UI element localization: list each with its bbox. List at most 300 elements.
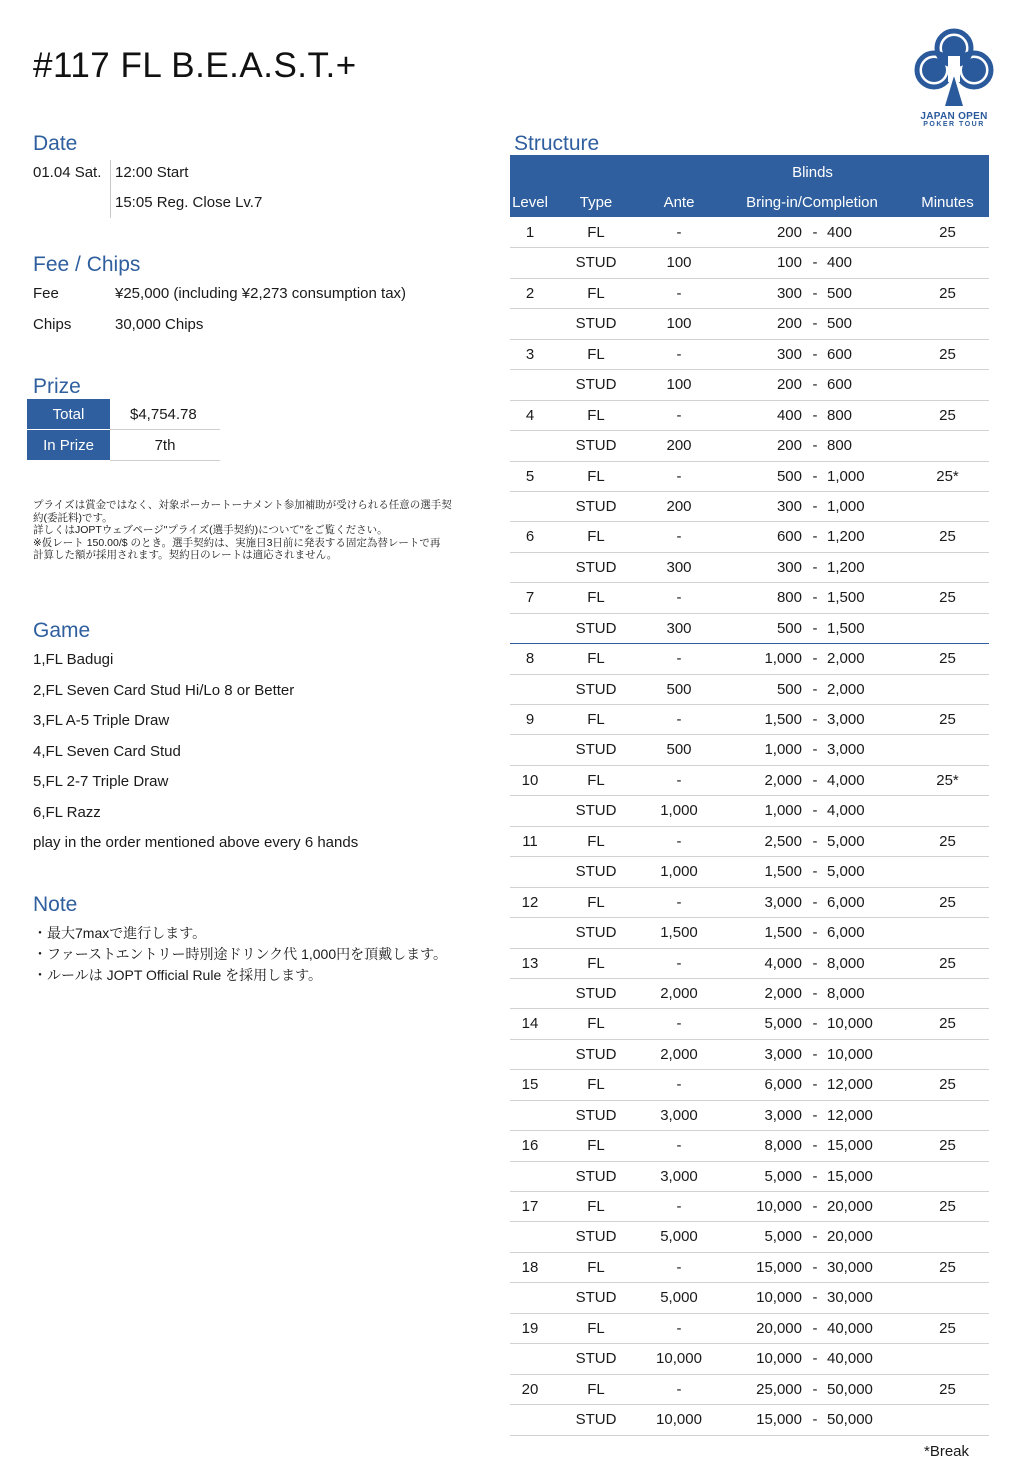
cell-type: FL: [587, 1319, 605, 1337]
cell-type: FL: [587, 345, 605, 363]
chips-label: Chips: [33, 316, 72, 333]
cell-type: FL: [587, 771, 605, 789]
table-row: [510, 1131, 989, 1161]
cell-completion: 1,000: [827, 467, 865, 485]
fee-value: ¥25,000 (including ¥2,273 consumption tax): [115, 285, 407, 302]
cell-separator: -: [812, 1380, 818, 1398]
cell-completion: 3,000: [827, 711, 865, 728]
cell-completion: 800: [827, 406, 853, 424]
cell-separator: -: [812, 315, 818, 333]
cell-ante: -: [676, 1319, 682, 1337]
disclaimer-line: プライズは賞金ではなく、対象ポーカートーナメント参加補助が受けられる任意の選手契: [33, 499, 452, 511]
game-item: 4,FL Seven Card Stud: [33, 743, 181, 760]
cell-type: STUD: [575, 1350, 617, 1368]
cell-type: STUD: [575, 619, 617, 637]
table-row: [510, 735, 989, 765]
disclaimer-line: 計算した額が採用されます。契約日のレートは適応されません。: [33, 549, 338, 561]
cell-separator: -: [812, 558, 818, 576]
cell-completion: 40,000: [827, 1319, 873, 1337]
table-row: [510, 979, 989, 1009]
cell-bring-in: 500: [776, 619, 802, 637]
cell-completion: 15,000: [827, 1137, 873, 1155]
cell-completion: 500: [827, 315, 853, 333]
table-row: [510, 370, 989, 400]
col-level: Level: [512, 194, 548, 211]
cell-completion: 600: [827, 345, 853, 363]
cell-bring-in: 5,000: [764, 1167, 802, 1185]
cell-type: STUD: [575, 741, 617, 759]
note-item: ・ルールは JOPT Official Rule を採用します。: [33, 967, 323, 983]
cell-bring-in: 5,000: [764, 1228, 802, 1246]
cell-ante: 200: [666, 497, 692, 515]
cell-level: 10: [521, 771, 539, 789]
cell-separator: -: [812, 1045, 818, 1063]
cell-ante: -: [676, 1258, 682, 1276]
cell-separator: -: [812, 345, 818, 363]
prize-total-value: $4,754.78: [110, 399, 220, 430]
date-divider: [110, 160, 111, 218]
table-row: [510, 492, 989, 522]
logo-text-poker-tour: POKER TOUR: [923, 121, 985, 128]
cell-separator: -: [812, 771, 818, 789]
table-row: [510, 644, 989, 674]
table-row: [510, 796, 989, 826]
cell-type: STUD: [575, 437, 617, 455]
game-item: 5,FL 2-7 Triple Draw: [33, 773, 169, 790]
table-row: [510, 218, 989, 248]
cell-level: 7: [525, 589, 535, 607]
table-row: [510, 1040, 989, 1070]
cell-type: STUD: [575, 802, 617, 820]
table-row: [510, 583, 989, 613]
note-item: ・ファーストエントリー時別途ドリンク代 1,000円を頂戴します。: [33, 946, 447, 962]
cell-ante: 10,000: [656, 1350, 702, 1368]
cell-level: 18: [521, 1258, 539, 1276]
cell-ante: 100: [666, 315, 692, 333]
cell-bring-in: 200: [776, 376, 802, 394]
table-row: [510, 1375, 989, 1405]
cell-separator: -: [812, 1350, 818, 1368]
cell-ante: 3,000: [660, 1106, 698, 1124]
cell-bring-in: 10,000: [756, 1350, 802, 1368]
cell-type: STUD: [575, 254, 617, 272]
cell-ante: -: [676, 832, 682, 850]
cell-separator: -: [812, 863, 818, 881]
cell-minutes: 25: [939, 1258, 956, 1276]
cell-bring-in: 25,000: [756, 1380, 802, 1398]
prize-inprize-label: In Prize: [27, 430, 110, 460]
cell-completion: 10,000: [827, 1045, 873, 1063]
cell-minutes: 25: [939, 711, 956, 728]
cell-bring-in: 1,000: [764, 802, 802, 820]
cell-level: 15: [521, 1076, 539, 1094]
cell-type: STUD: [575, 315, 617, 333]
disclaimer-line: 約(委託料)です。: [33, 511, 113, 524]
cell-bring-in: 1,500: [764, 924, 802, 942]
cell-separator: -: [812, 741, 818, 759]
table-row: [510, 1253, 989, 1283]
cell-type: FL: [587, 284, 605, 302]
cell-completion: 15,000: [827, 1167, 873, 1185]
cell-level: 20: [521, 1380, 539, 1398]
cell-completion: 1,200: [827, 528, 865, 546]
table-row: [510, 1344, 989, 1374]
cell-separator: -: [812, 619, 818, 637]
table-row: [510, 309, 989, 339]
cell-type: FL: [587, 528, 605, 546]
cell-type: STUD: [575, 680, 617, 698]
cell-separator: -: [812, 650, 818, 668]
cell-ante: 100: [666, 254, 692, 272]
cell-completion: 8,000: [827, 984, 865, 1002]
game-item: 3,FL A-5 Triple Draw: [33, 712, 170, 729]
cell-completion: 30,000: [827, 1258, 873, 1276]
cell-ante: 1,500: [660, 924, 698, 942]
cell-bring-in: 5,000: [764, 1015, 802, 1033]
cell-ante: -: [676, 954, 682, 972]
cell-separator: -: [812, 1228, 818, 1246]
cell-bring-in: 200: [776, 437, 802, 455]
cell-separator: -: [812, 437, 818, 455]
cell-type: STUD: [575, 1106, 617, 1124]
cell-level: 1: [525, 224, 535, 241]
cell-minutes: 25: [939, 1198, 956, 1215]
cell-minutes: 25: [939, 589, 956, 607]
cell-minutes: 25: [939, 1380, 956, 1398]
cell-bring-in: 600: [776, 528, 802, 546]
cell-bring-in: 2,500: [764, 832, 802, 850]
cell-type: FL: [587, 893, 605, 911]
table-row: [510, 1009, 989, 1039]
cell-bring-in: 8,000: [764, 1137, 802, 1155]
table-row: [510, 340, 989, 370]
cell-completion: 500: [827, 284, 853, 302]
cell-separator: -: [812, 1258, 818, 1276]
chips-value: 30,000 Chips: [115, 316, 204, 333]
cell-type: FL: [587, 954, 605, 972]
cell-completion: 6,000: [827, 893, 865, 911]
game-order-note: play in the order mentioned above every 6 hands: [33, 834, 359, 851]
cell-level: 12: [521, 893, 539, 911]
cell-level: 8: [525, 650, 535, 668]
cell-type: FL: [587, 1137, 605, 1155]
cell-minutes: 25: [939, 406, 956, 424]
table-row: [510, 1192, 989, 1222]
cell-ante: 300: [666, 558, 692, 576]
cell-bring-in: 4,000: [764, 954, 802, 972]
cell-ante: 10,000: [656, 1411, 702, 1429]
cell-completion: 400: [827, 254, 853, 272]
cell-bring-in: 6,000: [764, 1076, 802, 1094]
cell-separator: -: [812, 1167, 818, 1185]
cell-separator: -: [812, 924, 818, 942]
cell-completion: 20,000: [827, 1228, 873, 1246]
cell-minutes: 25: [939, 345, 956, 363]
cell-separator: -: [812, 589, 818, 607]
table-row: [510, 766, 989, 796]
cell-ante: -: [676, 589, 682, 607]
cell-type: FL: [587, 1380, 605, 1398]
cell-ante: -: [676, 1137, 682, 1155]
cell-completion: 30,000: [827, 1289, 873, 1307]
cell-bring-in: 3,000: [764, 893, 802, 911]
cell-bring-in: 500: [776, 467, 802, 485]
cell-level: 3: [525, 345, 535, 363]
cell-ante: 2,000: [660, 984, 698, 1002]
cell-separator: -: [812, 1198, 818, 1215]
cell-minutes: 25: [939, 832, 956, 850]
cell-bring-in: 300: [776, 284, 802, 302]
break-note: *Break: [924, 1443, 970, 1460]
cell-bring-in: 3,000: [764, 1106, 802, 1124]
cell-separator: -: [812, 802, 818, 820]
table-row: [510, 279, 989, 309]
cell-ante: 5,000: [660, 1228, 698, 1246]
table-row: [510, 248, 989, 278]
game-item: 6,FL Razz: [33, 804, 101, 821]
cell-type: STUD: [575, 1228, 617, 1246]
cell-bring-in: 1,500: [764, 711, 802, 728]
cell-bring-in: 200: [776, 315, 802, 333]
cell-level: 13: [521, 954, 539, 972]
cell-type: FL: [587, 1015, 605, 1033]
table-row: [510, 1405, 989, 1435]
cell-separator: -: [812, 406, 818, 424]
cell-separator: -: [812, 528, 818, 546]
cell-type: FL: [587, 832, 605, 850]
cell-ante: 300: [666, 619, 692, 637]
cell-separator: -: [812, 376, 818, 394]
cell-completion: 4,000: [827, 802, 865, 820]
cell-type: STUD: [575, 1167, 617, 1185]
cell-completion: 5,000: [827, 832, 865, 850]
cell-ante: -: [676, 711, 682, 728]
prize-disclaimer: [33, 499, 483, 562]
table-row: [510, 705, 989, 735]
table-row: [510, 857, 989, 887]
cell-completion: 2,000: [827, 650, 865, 668]
cell-separator: -: [812, 954, 818, 972]
cell-type: STUD: [575, 1045, 617, 1063]
cell-completion: 5,000: [827, 863, 865, 881]
cell-ante: -: [676, 1380, 682, 1398]
cell-ante: 2,000: [660, 1045, 698, 1063]
cell-completion: 12,000: [827, 1106, 873, 1124]
cell-minutes: 25: [939, 1319, 956, 1337]
reg-close-time: 15:05 Reg. Close Lv.7: [115, 194, 263, 211]
cell-ante: 100: [666, 376, 692, 394]
game-item: 1,FL Badugi: [33, 651, 114, 668]
cell-minutes: 25: [939, 224, 956, 241]
table-row: [510, 1162, 989, 1192]
cell-type: STUD: [575, 1411, 617, 1429]
cell-separator: -: [812, 1106, 818, 1124]
cell-bring-in: 10,000: [756, 1289, 802, 1307]
cell-separator: -: [812, 1076, 818, 1094]
cell-separator: -: [812, 1289, 818, 1307]
cell-minutes: 25: [939, 1137, 956, 1155]
cell-bring-in: 10,000: [756, 1198, 802, 1215]
cell-separator: -: [812, 984, 818, 1002]
cell-separator: -: [812, 711, 818, 728]
page-title: #117 FL B.E.A.S.T.+: [33, 46, 357, 85]
cell-bring-in: 300: [776, 558, 802, 576]
cell-bring-in: 300: [776, 497, 802, 515]
cell-bring-in: 800: [776, 589, 802, 607]
cell-type: STUD: [575, 863, 617, 881]
cell-minutes: 25: [939, 1015, 956, 1033]
cell-level: 16: [521, 1137, 539, 1155]
cell-completion: 50,000: [827, 1380, 873, 1398]
cell-separator: -: [812, 224, 818, 241]
cell-ante: 1,000: [660, 863, 698, 881]
cell-type: FL: [587, 1258, 605, 1276]
table-row: [510, 1101, 989, 1131]
cell-ante: -: [676, 893, 682, 911]
cell-bring-in: 400: [776, 406, 802, 424]
cell-bring-in: 15,000: [756, 1258, 802, 1276]
cell-level: 17: [521, 1198, 539, 1215]
cell-completion: 4,000: [827, 771, 865, 789]
fee-chips-heading: Fee / Chips: [33, 253, 141, 276]
cell-minutes: 25: [939, 1076, 956, 1094]
table-row: [510, 614, 989, 644]
table-row: [510, 918, 989, 948]
cell-completion: 800: [827, 437, 853, 455]
cell-ante: -: [676, 224, 682, 241]
cell-type: STUD: [575, 1289, 617, 1307]
cell-level: 4: [525, 406, 535, 424]
structure-heading: Structure: [514, 132, 600, 155]
cell-ante: -: [676, 284, 682, 302]
cell-type: STUD: [575, 376, 617, 394]
col-blinds: Blinds: [792, 164, 833, 181]
cell-separator: -: [812, 284, 818, 302]
cell-level: 5: [525, 467, 535, 485]
table-row: [510, 1283, 989, 1313]
cell-completion: 50,000: [827, 1411, 873, 1429]
cell-separator: -: [812, 893, 818, 911]
prize-total-label: Total: [27, 399, 110, 429]
cell-type: FL: [587, 1076, 605, 1094]
cell-completion: 1,000: [827, 497, 865, 515]
cell-bring-in: 2,000: [764, 771, 802, 789]
cell-minutes: 25*: [936, 467, 959, 485]
cell-type: FL: [587, 650, 605, 668]
cell-minutes: 25: [939, 650, 956, 668]
cell-type: FL: [587, 1198, 605, 1215]
fee-label: Fee: [33, 285, 59, 302]
cell-ante: 200: [666, 437, 692, 455]
cell-level: 19: [521, 1319, 539, 1337]
cell-completion: 600: [827, 376, 853, 394]
cell-ante: 5,000: [660, 1289, 698, 1307]
cell-bring-in: 100: [776, 254, 802, 272]
cell-type: STUD: [575, 558, 617, 576]
table-row: [510, 1314, 989, 1344]
note-heading: Note: [33, 893, 78, 916]
table-row: [510, 949, 989, 979]
table-row: [510, 401, 989, 431]
cell-ante: -: [676, 406, 682, 424]
cell-ante: 500: [666, 741, 692, 759]
note-item: ・最大7maxで進行します。: [33, 925, 207, 941]
cell-separator: -: [812, 254, 818, 272]
table-row: [510, 675, 989, 705]
cell-completion: 10,000: [827, 1015, 873, 1033]
cell-type: STUD: [575, 984, 617, 1002]
cell-separator: -: [812, 1411, 818, 1429]
cell-minutes: 25: [939, 528, 956, 546]
cell-ante: -: [676, 528, 682, 546]
cell-ante: 500: [666, 680, 692, 698]
cell-bring-in: 500: [776, 680, 802, 698]
cell-type: FL: [587, 467, 605, 485]
cell-type: STUD: [575, 497, 617, 515]
structure-table-header: [510, 155, 989, 217]
date-heading: Date: [33, 132, 78, 155]
cell-separator: -: [812, 467, 818, 485]
cell-ante: -: [676, 467, 682, 485]
cell-bring-in: 1,000: [764, 741, 802, 759]
prize-heading: Prize: [33, 375, 81, 398]
cell-ante: -: [676, 345, 682, 363]
cell-separator: -: [812, 1015, 818, 1033]
logo-text-japan-open: JAPAN OPEN: [920, 111, 988, 122]
cell-completion: 3,000: [827, 741, 865, 759]
cell-completion: 20,000: [827, 1198, 873, 1215]
cell-separator: -: [812, 680, 818, 698]
disclaimer-line: 詳しくはJOPTウェブページ"プライズ(選手契約)について"をご覧ください。: [33, 524, 388, 536]
date-day: 01.04 Sat.: [33, 164, 102, 181]
col-ante: Ante: [663, 194, 695, 211]
cell-completion: 40,000: [827, 1350, 873, 1368]
cell-separator: -: [812, 1319, 818, 1337]
cell-level: 6: [525, 528, 535, 546]
structure-table-body: [510, 218, 989, 1436]
cell-ante: 3,000: [660, 1167, 698, 1185]
cell-ante: -: [676, 771, 682, 789]
cell-type: FL: [587, 224, 605, 241]
table-row: [510, 553, 989, 583]
cell-level: 9: [525, 711, 535, 728]
cell-bring-in: 3,000: [764, 1045, 802, 1063]
table-row: [510, 431, 989, 461]
cell-bring-in: 200: [776, 224, 802, 241]
cell-completion: 12,000: [827, 1076, 873, 1094]
cell-ante: -: [676, 1076, 682, 1094]
cell-bring-in: 1,000: [764, 650, 802, 668]
cell-completion: 1,500: [827, 589, 865, 607]
prize-inprize-value: 7th: [110, 430, 220, 461]
cell-bring-in: 2,000: [764, 984, 802, 1002]
start-time: 12:00 Start: [115, 164, 189, 181]
cell-level: 2: [525, 284, 535, 302]
cell-ante: -: [676, 650, 682, 668]
table-row: [510, 888, 989, 918]
cell-completion: 1,200: [827, 558, 865, 576]
cell-type: FL: [587, 711, 605, 728]
disclaimer-line: ※仮レート 150.00/$ のとき。選手契約は、実施日3日前に発表する固定為替レートで再: [33, 536, 441, 549]
cell-minutes: 25: [939, 954, 956, 972]
cell-minutes: 25*: [936, 771, 959, 789]
game-item: 2,FL Seven Card Stud Hi/Lo 8 or Better: [33, 682, 295, 699]
col-minutes: Minutes: [921, 194, 974, 211]
table-row: [510, 462, 989, 492]
cell-bring-in: 300: [776, 345, 802, 363]
cell-ante: -: [676, 1015, 682, 1033]
cell-ante: -: [676, 1198, 682, 1215]
